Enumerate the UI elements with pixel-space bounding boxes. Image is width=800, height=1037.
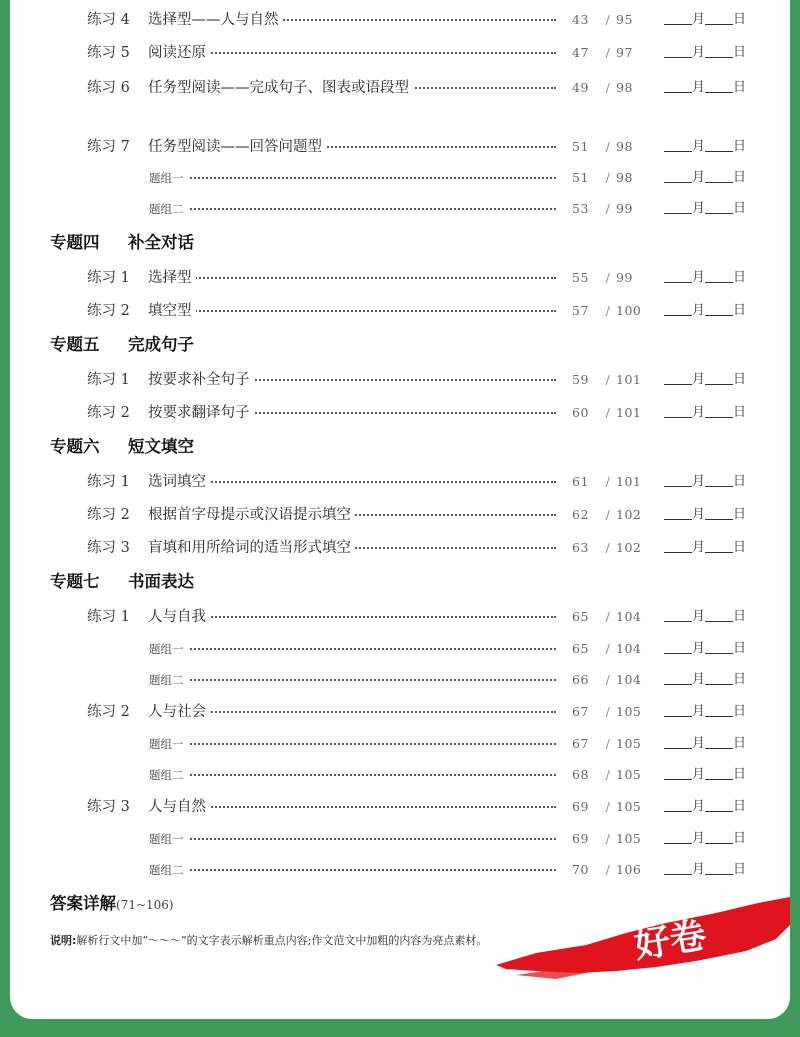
subgroup-entry[interactable] [10, 668, 790, 692]
answer-page: 101 [616, 474, 642, 489]
day-label: 日 [733, 45, 747, 60]
stamp-text: 好卷 [631, 914, 709, 967]
exercise-entry[interactable] [10, 795, 790, 819]
day-label: 日 [733, 80, 747, 95]
day-label: 日 [733, 736, 747, 751]
exercise-page: 55 [572, 270, 589, 285]
subgroup-entry[interactable] [10, 166, 790, 190]
answer-page: 106 [616, 862, 642, 877]
page-separator: / [605, 12, 611, 27]
exercise-page: 43 [572, 12, 589, 27]
exercise-page: 61 [572, 474, 589, 489]
section-title: 短文填空 [128, 437, 194, 456]
exercise-number: 练习 7 [87, 139, 130, 155]
page-separator: / [605, 767, 611, 782]
month-label: 月 [692, 45, 706, 60]
month-blank[interactable] [664, 78, 692, 93]
day-label: 日 [733, 540, 747, 555]
date-blank[interactable] [664, 700, 746, 724]
exercise-number: 练习 4 [87, 12, 130, 28]
leader-dots [149, 743, 556, 745]
day-label: 日 [733, 372, 747, 387]
answer-page: 102 [616, 540, 642, 555]
day-blank[interactable] [705, 702, 733, 717]
exercise-page: 57 [572, 303, 589, 318]
page-numbers [572, 470, 641, 494]
section-heading[interactable] [50, 569, 194, 595]
exercise-page: 65 [572, 609, 589, 624]
day-label: 日 [733, 609, 747, 624]
month-blank[interactable] [664, 639, 692, 654]
date-blank[interactable] [664, 763, 746, 787]
exercise-number: 练习 5 [87, 45, 130, 61]
page-separator: / [605, 704, 611, 719]
exercise-page: 51 [572, 139, 589, 154]
page-numbers [572, 76, 633, 100]
exercise-entry[interactable] [10, 503, 790, 527]
day-label: 日 [733, 799, 747, 814]
exercise-page: 69 [572, 831, 589, 846]
answer-page: 102 [616, 507, 642, 522]
day-blank[interactable] [705, 10, 733, 25]
date-blank[interactable] [664, 637, 746, 661]
month-label: 月 [692, 540, 706, 555]
page-separator: / [605, 201, 611, 216]
entry-title: 题组二 [149, 197, 188, 221]
page-separator: / [605, 45, 611, 60]
note-label: 说明: [50, 934, 77, 947]
day-blank[interactable] [705, 43, 733, 58]
day-label: 日 [733, 507, 747, 522]
answer-page: 97 [616, 45, 633, 60]
month-blank[interactable] [664, 10, 692, 25]
answer-page: 105 [616, 799, 642, 814]
answer-page: 104 [616, 609, 642, 624]
answers-page-range: (71~106) [116, 898, 174, 912]
date-blank[interactable] [664, 795, 746, 819]
answer-page: 95 [616, 12, 633, 27]
exercise-page: 47 [572, 45, 589, 60]
date-blank[interactable] [664, 605, 746, 629]
date-blank[interactable] [664, 827, 746, 851]
month-label: 月 [692, 799, 706, 814]
page-separator: / [605, 139, 611, 154]
day-label: 日 [733, 170, 747, 185]
section-heading[interactable] [50, 332, 194, 358]
exercise-page: 66 [572, 672, 589, 687]
month-blank[interactable] [664, 301, 692, 316]
month-blank[interactable] [664, 765, 692, 780]
month-blank[interactable] [664, 168, 692, 183]
page-separator: / [605, 80, 611, 95]
month-label: 月 [692, 507, 706, 522]
subgroup-entry[interactable] [10, 197, 790, 221]
day-label: 日 [733, 270, 747, 285]
page-separator: / [605, 507, 611, 522]
exercise-number: 练习 1 [87, 372, 130, 388]
date-blank[interactable] [664, 470, 746, 494]
entry-title: 填空型 [148, 299, 196, 323]
page-numbers [572, 668, 641, 692]
exercise-page: 65 [572, 641, 589, 656]
page-numbers [572, 401, 641, 425]
day-label: 日 [733, 405, 747, 420]
day-blank[interactable] [705, 137, 733, 152]
entry-title: 任务型阅读——完成句子、图表或语段型 [148, 76, 413, 100]
exercise-number: 练习 2 [87, 405, 130, 421]
page-separator: / [605, 303, 611, 318]
exercise-entry[interactable] [10, 299, 790, 323]
month-blank[interactable] [664, 797, 692, 812]
exercise-number: 练习 6 [87, 80, 130, 96]
month-blank[interactable] [664, 607, 692, 622]
exercise-page: 69 [572, 799, 589, 814]
subgroup-entry[interactable] [10, 827, 790, 851]
page-numbers [572, 637, 641, 661]
page-separator: / [605, 641, 611, 656]
entry-title: 人与自我 [148, 605, 210, 629]
leader-dots [149, 648, 556, 650]
date-blank[interactable] [664, 76, 746, 100]
section-heading[interactable] [50, 230, 194, 256]
exercise-entry[interactable] [10, 470, 790, 494]
date-blank[interactable] [664, 266, 746, 290]
page-separator: / [605, 540, 611, 555]
day-blank[interactable] [705, 268, 733, 283]
month-label: 月 [692, 736, 706, 751]
entry-title: 选择型——人与自然 [148, 8, 283, 32]
exercise-number: 练习 2 [87, 303, 130, 319]
page-numbers [572, 503, 641, 527]
leader-dots [149, 177, 556, 179]
day-blank[interactable] [705, 734, 733, 749]
day-blank[interactable] [705, 168, 733, 183]
page-separator: / [605, 372, 611, 387]
day-blank[interactable] [705, 538, 733, 553]
answer-page: 104 [616, 641, 642, 656]
month-label: 月 [692, 372, 706, 387]
leader-dots [149, 869, 556, 871]
page-separator: / [605, 405, 611, 420]
leader-dots [148, 277, 556, 279]
answer-page: 105 [616, 831, 642, 846]
date-blank[interactable] [664, 536, 746, 560]
page-numbers [572, 763, 641, 787]
answer-page: 105 [616, 767, 642, 782]
day-blank[interactable] [705, 403, 733, 418]
answer-page: 99 [616, 270, 633, 285]
exercise-page: 63 [572, 540, 589, 555]
page-numbers [572, 795, 641, 819]
answers-title: 答案详解 [50, 894, 116, 913]
subgroup-entry[interactable] [10, 763, 790, 787]
day-blank[interactable] [705, 78, 733, 93]
leader-dots [149, 774, 556, 776]
entry-title: 题组二 [149, 668, 188, 692]
date-blank[interactable] [664, 8, 746, 32]
month-label: 月 [692, 12, 706, 27]
page-numbers [572, 8, 633, 32]
month-blank[interactable] [664, 505, 692, 520]
date-blank[interactable] [664, 368, 746, 392]
page-numbers [572, 536, 641, 560]
exercise-number: 练习 3 [87, 799, 130, 815]
exercise-page: 49 [572, 80, 589, 95]
month-blank[interactable] [664, 829, 692, 844]
answer-page: 99 [616, 201, 633, 216]
section-title: 书面表达 [128, 572, 194, 591]
month-label: 月 [692, 170, 706, 185]
page-separator: / [605, 170, 611, 185]
exercise-page: 62 [572, 507, 589, 522]
page-numbers [572, 700, 641, 724]
month-label: 月 [692, 862, 706, 877]
month-label: 月 [692, 672, 706, 687]
page-separator: / [605, 609, 611, 624]
contents-page [10, 0, 790, 1019]
section-number: 专题四 [50, 233, 100, 252]
date-blank[interactable] [664, 668, 746, 692]
entry-title: 根据首字母提示或汉语提示填空 [148, 503, 355, 527]
month-blank[interactable] [664, 734, 692, 749]
month-blank[interactable] [664, 538, 692, 553]
exercise-entry[interactable] [10, 700, 790, 724]
month-blank[interactable] [664, 199, 692, 214]
page-numbers [572, 368, 641, 392]
month-blank[interactable] [664, 403, 692, 418]
month-label: 月 [692, 704, 706, 719]
page-numbers [572, 858, 641, 882]
section-title: 完成句子 [128, 335, 194, 354]
exercise-page: 70 [572, 862, 589, 877]
day-blank[interactable] [705, 765, 733, 780]
answer-page: 105 [616, 736, 642, 751]
day-blank[interactable] [705, 797, 733, 812]
month-label: 月 [692, 270, 706, 285]
page-separator: / [605, 474, 611, 489]
answer-page: 100 [616, 303, 642, 318]
leader-dots [149, 208, 556, 210]
page-separator: / [605, 736, 611, 751]
date-blank[interactable] [664, 166, 746, 190]
note-text: 解析行文中加“～～～”的文字表示解析重点内容;作文范文中加粗的内容为亮点素材。 [76, 934, 488, 947]
day-blank[interactable] [705, 199, 733, 214]
exercise-entry[interactable] [10, 76, 790, 100]
month-blank[interactable] [664, 268, 692, 283]
page-numbers [572, 266, 633, 290]
entry-title: 选词填空 [148, 470, 210, 494]
section-heading[interactable] [50, 434, 194, 460]
month-label: 月 [692, 201, 706, 216]
page-numbers [572, 197, 633, 221]
section-title: 补全对话 [128, 233, 194, 252]
exercise-entry[interactable] [10, 536, 790, 560]
page-separator: / [605, 799, 611, 814]
day-blank[interactable] [705, 472, 733, 487]
day-blank[interactable] [705, 607, 733, 622]
day-label: 日 [733, 862, 747, 877]
month-blank[interactable] [664, 137, 692, 152]
entry-title: 人与自然 [148, 795, 210, 819]
entry-title: 题组一 [149, 827, 188, 851]
section-number: 专题七 [50, 572, 100, 591]
date-blank[interactable] [664, 197, 746, 221]
page-separator: / [605, 672, 611, 687]
exercise-entry[interactable] [10, 605, 790, 629]
exercise-entry[interactable] [10, 8, 790, 32]
entry-title: 阅读还原 [148, 41, 210, 65]
month-label: 月 [692, 641, 706, 656]
day-label: 日 [733, 831, 747, 846]
date-blank[interactable] [664, 41, 746, 65]
exercise-number: 练习 1 [87, 474, 130, 490]
exercise-page: 67 [572, 704, 589, 719]
answers-heading[interactable] [50, 890, 174, 918]
month-label: 月 [692, 474, 706, 489]
page-separator: / [605, 862, 611, 877]
exercise-entry[interactable] [10, 401, 790, 425]
page-numbers [572, 41, 633, 65]
entry-title: 按要求翻译句子 [148, 401, 254, 425]
date-blank[interactable] [664, 503, 746, 527]
subgroup-entry[interactable] [10, 858, 790, 882]
day-blank[interactable] [705, 301, 733, 316]
page-separator: / [605, 831, 611, 846]
month-label: 月 [692, 831, 706, 846]
day-label: 日 [733, 641, 747, 656]
day-label: 日 [733, 201, 747, 216]
date-blank[interactable] [664, 135, 746, 159]
day-label: 日 [733, 767, 747, 782]
answer-page: 105 [616, 704, 642, 719]
month-label: 月 [692, 80, 706, 95]
exercise-number: 练习 1 [87, 270, 130, 286]
page-numbers [572, 135, 633, 159]
month-label: 月 [692, 609, 706, 624]
day-label: 日 [733, 474, 747, 489]
date-blank[interactable] [664, 299, 746, 323]
entry-title: 任务型阅读——回答问题型 [148, 135, 326, 159]
page-numbers [572, 605, 641, 629]
month-blank[interactable] [664, 370, 692, 385]
month-blank[interactable] [664, 670, 692, 685]
leader-dots [149, 838, 556, 840]
exercise-page: 68 [572, 767, 589, 782]
entry-title: 题组一 [149, 637, 188, 661]
day-blank[interactable] [705, 860, 733, 875]
page-numbers [572, 166, 633, 190]
answer-page: 104 [616, 672, 642, 687]
exercise-page: 53 [572, 201, 589, 216]
page-numbers [572, 732, 641, 756]
day-blank[interactable] [705, 505, 733, 520]
day-blank[interactable] [705, 370, 733, 385]
month-blank[interactable] [664, 472, 692, 487]
entry-title: 题组二 [149, 763, 188, 787]
entry-title: 题组一 [149, 166, 188, 190]
date-blank[interactable] [664, 858, 746, 882]
month-blank[interactable] [664, 43, 692, 58]
entry-title: 按要求补全句子 [148, 368, 254, 392]
date-blank[interactable] [664, 401, 746, 425]
exercise-page: 67 [572, 736, 589, 751]
exercise-page: 51 [572, 170, 589, 185]
entry-title: 人与社会 [148, 700, 210, 724]
exercise-entry[interactable] [10, 135, 790, 159]
entry-title: 题组二 [149, 858, 188, 882]
entry-title: 题组一 [149, 732, 188, 756]
day-blank[interactable] [705, 639, 733, 654]
exercise-entry[interactable] [10, 266, 790, 290]
page-separator: / [605, 270, 611, 285]
answer-page: 101 [616, 372, 642, 387]
day-label: 日 [733, 672, 747, 687]
month-label: 月 [692, 767, 706, 782]
month-label: 月 [692, 405, 706, 420]
day-label: 日 [733, 704, 747, 719]
haojuan-brush-stamp [496, 895, 790, 985]
month-blank[interactable] [664, 860, 692, 875]
subgroup-entry[interactable] [10, 637, 790, 661]
answer-page: 98 [616, 170, 633, 185]
day-label: 日 [733, 139, 747, 154]
section-number: 专题五 [50, 335, 100, 354]
date-blank[interactable] [664, 732, 746, 756]
page-numbers [572, 827, 641, 851]
subgroup-entry[interactable] [10, 732, 790, 756]
answer-page: 98 [616, 139, 633, 154]
month-blank[interactable] [664, 702, 692, 717]
answer-page: 98 [616, 80, 633, 95]
exercise-number: 练习 3 [87, 540, 130, 556]
entry-title: 盲填和用所给词的适当形式填空 [148, 536, 355, 560]
day-label: 日 [733, 303, 747, 318]
exercise-number: 练习 1 [87, 609, 130, 625]
answer-page: 101 [616, 405, 642, 420]
exercise-number: 练习 2 [87, 704, 130, 720]
page-numbers [572, 299, 641, 323]
exercise-entry[interactable] [10, 41, 790, 65]
section-number: 专题六 [50, 437, 100, 456]
exercise-entry[interactable] [10, 368, 790, 392]
exercise-page: 59 [572, 372, 589, 387]
explanation-note [50, 930, 487, 952]
day-blank[interactable] [705, 829, 733, 844]
day-label: 日 [733, 12, 747, 27]
entry-title: 选择型 [148, 266, 196, 290]
month-label: 月 [692, 303, 706, 318]
month-label: 月 [692, 139, 706, 154]
day-blank[interactable] [705, 670, 733, 685]
exercise-number: 练习 2 [87, 507, 130, 523]
exercise-page: 60 [572, 405, 589, 420]
leader-dots [148, 310, 556, 312]
leader-dots [149, 679, 556, 681]
